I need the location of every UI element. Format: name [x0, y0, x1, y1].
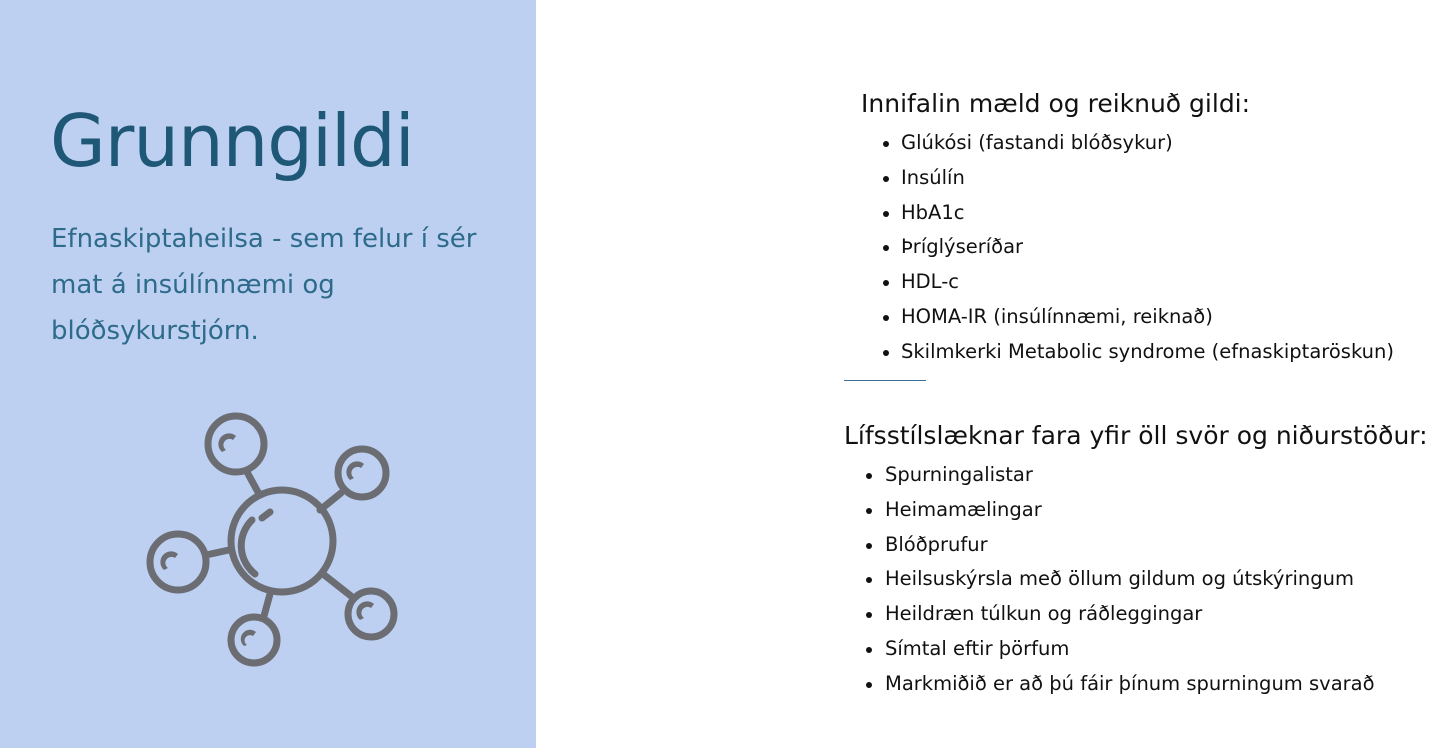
list-item: Heildræn túlkun og ráðleggingar	[844, 597, 1428, 632]
list-item: Heilsuskýrsla með öllum gildum og útskýringum	[844, 562, 1428, 597]
left-panel	[0, 0, 536, 748]
section-heading: Innifalin mæld og reiknuð gildi:	[861, 89, 1251, 118]
doctor-review-section	[844, 418, 1428, 702]
included-values-list	[861, 126, 1394, 370]
included-values-section	[861, 86, 1394, 370]
list-item: Blóðprufur	[844, 528, 1428, 563]
doctor-review-list	[844, 458, 1428, 702]
list-item: Þríglýseríðar	[861, 230, 1394, 265]
section-divider	[844, 380, 926, 381]
list-item: HOMA-IR (insúlínnæmi, reiknað)	[861, 300, 1394, 335]
list-item: Markmiðið er að þú fáir þínum spurningum svarað	[844, 667, 1428, 702]
list-item: Heimamælingar	[844, 493, 1428, 528]
page-subtitle: Efnaskiptaheilsa - sem felur í sér mat á insúlínnæmi og blóðsykurstjórn.	[51, 224, 477, 346]
list-item: Skilmkerki Metabolic syndrome (efnaskiptaröskun)	[861, 335, 1394, 370]
molecule-icon	[140, 408, 410, 678]
page-title: Grunngildi	[50, 99, 414, 183]
list-item: HbA1c	[861, 196, 1394, 231]
section-heading: Lífsstílslæknar fara yfir öll svör og niðurstöður:	[844, 421, 1428, 450]
list-item: Insúlín	[861, 161, 1394, 196]
list-item: Glúkósi (fastandi blóðsykur)	[861, 126, 1394, 161]
list-item: Símtal eftir þörfum	[844, 632, 1428, 667]
list-item: Spurningalistar	[844, 458, 1428, 493]
list-item: HDL-c	[861, 265, 1394, 300]
